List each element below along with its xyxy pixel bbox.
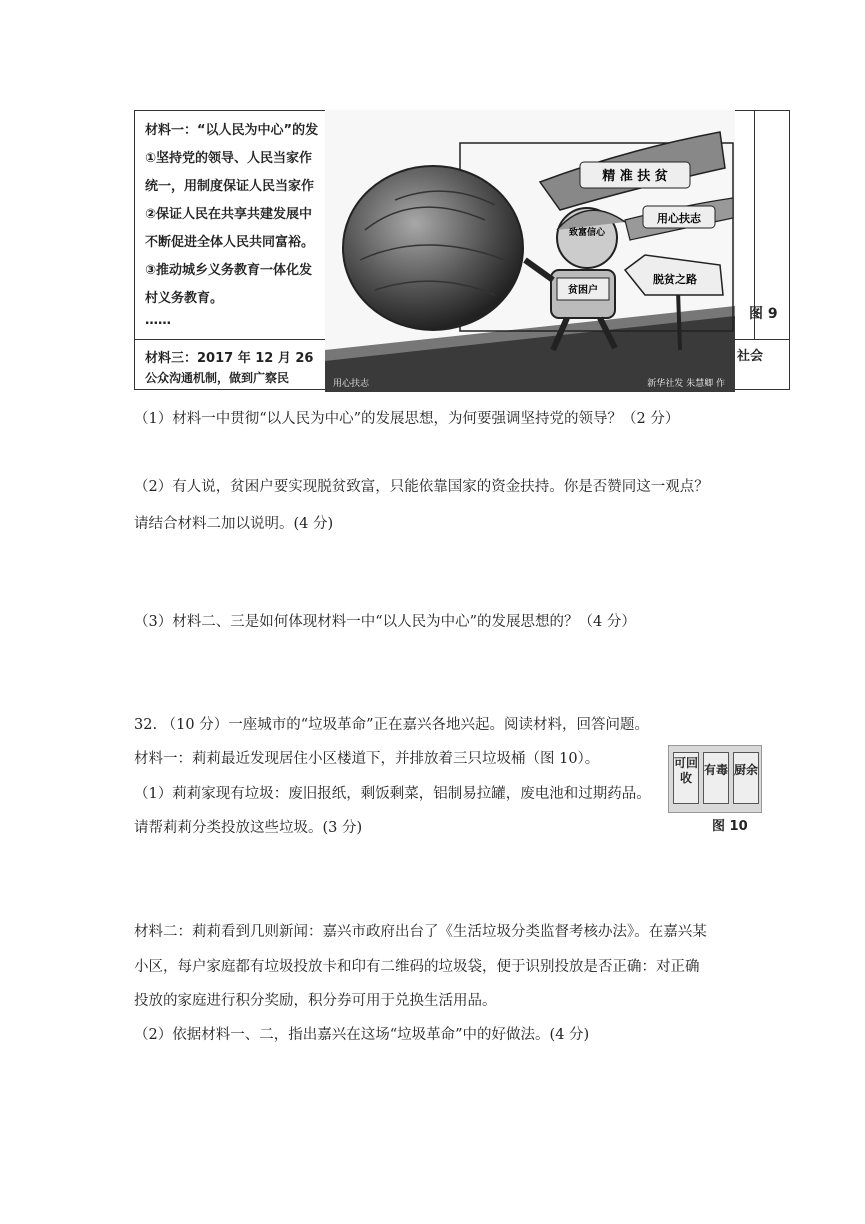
material1-line: 统一，用制度保证人民当家作 [145,179,315,194]
cartoon-image [325,110,735,392]
question-32-1-line2: 请帮莉莉分类投放这些垃圾。(3 分) [134,820,363,836]
figure-caption: 图 10 [712,819,748,834]
question-32-2: （2）依据材料一、二，指出嘉兴在这场“垃圾革命”中的好做法。(4 分) [134,1027,590,1043]
question-32-1-line1: （1）莉莉家现有垃圾：废旧报纸，剩饭剩菜，铝制易拉罐，废电池和过期药品。 [134,786,651,802]
material1-line: ③推动城乡义务教育一体化发 [145,263,313,278]
toxic-bin: 有毒 [703,752,729,804]
material1-line: 村义务教育。 [145,291,224,306]
cartoon-caption-right: 新华社发 朱慧卿 作 [647,379,725,389]
material2-line1: 材料二：莉莉看到几则新闻：嘉兴市政府出台了《生活垃圾分类监督考核办法》。在嘉兴某 [134,924,707,940]
material3-line: 材料三：2017 年 12 月 26 [145,351,314,366]
material1-text: 材料一：莉莉最近发现居住小区楼道下，并排放着三只垃圾桶（图 10）。 [134,751,600,767]
material1-line: ①坚持党的领导、人民当家作 [145,151,313,166]
figure-caption: 图 9 [749,306,778,322]
kitchen-waste-bin: 厨余 [733,752,759,804]
material2-line3: 投放的家庭进行积分奖励，积分券可用于兑换生活用品。 [134,993,497,1009]
trash-bins-image [668,745,762,813]
cartoon-label-zhifu: 致富信心 [568,228,606,238]
material1-line: …… [145,313,171,328]
material3-line: 公众沟通机制，做到广察民 [145,371,290,385]
material1-line: 不断促进全体人民共同富裕。 [145,235,315,250]
cartoon-label-tuopin: 脱贫之路 [653,273,697,286]
cartoon-label-yongxin: 用心扶志 [657,212,701,225]
recyclable-bin: 可回收 [673,752,699,804]
cartoon-label-pinkunhu: 贫困户 [568,285,598,296]
question-2-line1: （2）有人说，贫困户要实现脱贫致富，只能依靠国家的资金扶持。你是否赞同这一观点？ [134,479,709,495]
material1-line: 材料一：“以人民为中心”的发 [145,123,319,138]
cartoon-label-jingzhun: 精 准 扶 贫 [602,169,668,184]
material1-line: ②保证人民在共享共建发展中 [145,207,313,222]
cartoon-caption-left: 用心扶志 [333,379,370,389]
material2-line2: 小区，每户家庭都有垃圾投放卡和印有二维码的垃圾袋，便于识别投放是否正确：对正确 [134,959,700,975]
question-3: （3）材料二、三是如何体现材料一中“以人民为中心”的发展思想的？（4 分） [134,614,636,630]
material3-trailing-text: 社会 [737,349,764,364]
question-1: （1）材料一中贯彻“以人民为中心”的发展思想，为何要强调坚持党的领导？（2 分） [134,411,680,427]
question-2-line2: 请结合材料二加以说明。(4 分) [134,516,334,532]
question-32-title: 32. （10 分）一座城市的“垃圾革命”正在嘉兴各地兴起。阅读材料，回答问题。 [134,717,650,733]
